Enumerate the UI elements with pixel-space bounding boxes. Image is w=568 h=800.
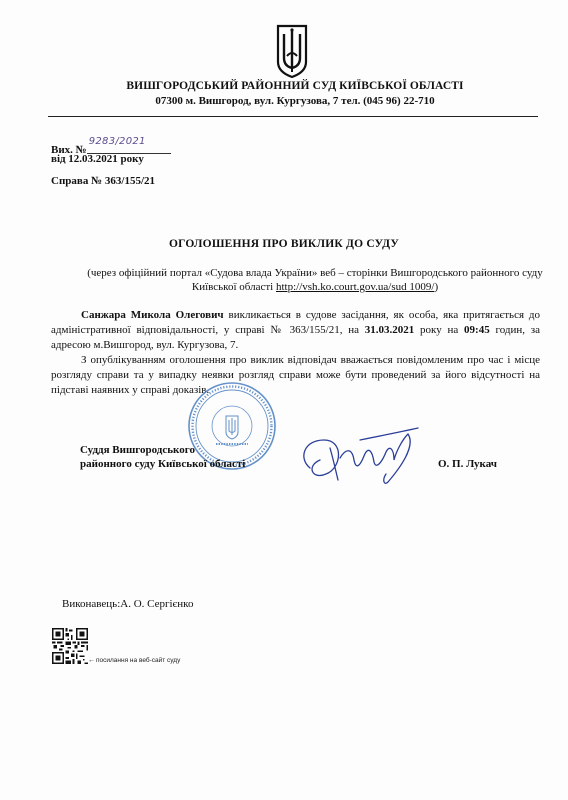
signature-line-2: районного суду Київської області (80, 458, 246, 470)
subtitle-close: ) (434, 281, 439, 293)
qr-code-icon[interactable] (52, 628, 88, 664)
notice-title: ОГОЛОШЕННЯ ПРО ВИКЛИК ДО СУДУ (168, 238, 400, 250)
court-website-link[interactable]: http://vsh.ko.court.gov.ua/sud 1009/ (275, 281, 435, 293)
qr-note (88, 657, 180, 664)
notice-subtitle (80, 266, 550, 294)
case-number: Справа № 363/155/21 (51, 175, 156, 187)
hearing-date: 31.03.2021 (364, 324, 415, 336)
judge-name: О. П. Лукач (438, 458, 497, 470)
notice-body (51, 308, 540, 398)
signature-title (80, 443, 245, 471)
subtitle-text: (через офіційний портал «Судова влада України» веб – сторінки Вишгородського районного суду Київської області (87, 267, 543, 293)
consequences-paragraph: З опублікуванням оголошення про виклик відповідач вважається повідомленим про час і місце розгляду справи та у випадку неявки розгляд справи може бути проведений за його відсутності на підставі наявних у справі доказів. (51, 354, 540, 396)
summoned-person-name: Санжара Микола Олегович (81, 309, 224, 321)
arrow-left-icon: ← (88, 657, 95, 664)
signature-line-1: Суддя Вишгородського (80, 444, 195, 456)
executor: Виконавець:А. О. Сергієнко (62, 598, 194, 610)
outgoing-label: Вих. № (51, 144, 87, 156)
court-address: 07300 м. Вишгород, вул. Кургузова, 7 тел. (045 96) 22-710 (155, 95, 435, 107)
qr-note-text: посилання на веб-сайт суду (96, 657, 181, 664)
hearing-time: 09:45 (464, 324, 490, 336)
court-name: ВИШГОРОДСЬКИЙ РАЙОННИЙ СУД КИЇВСЬКОЇ ОБЛАСТІ (126, 80, 464, 92)
judge-handwritten-signature (290, 410, 435, 500)
outgoing-date: від 12.03.2021 року (51, 153, 144, 165)
handwritten-number: 9283/2021 (88, 136, 146, 147)
summons-paragraph: Санжара Микола Олегович викликається в судове засідання, як особа, яка притягається до адміністративної відповідальності, у справі № 363/155/21, на 31.03.2021 року на 09:45 годин, за адресою м.Вишгород, вул. Кургузова, 7. (51, 309, 541, 351)
header-divider (48, 116, 538, 117)
trident-emblem-icon (272, 22, 312, 80)
